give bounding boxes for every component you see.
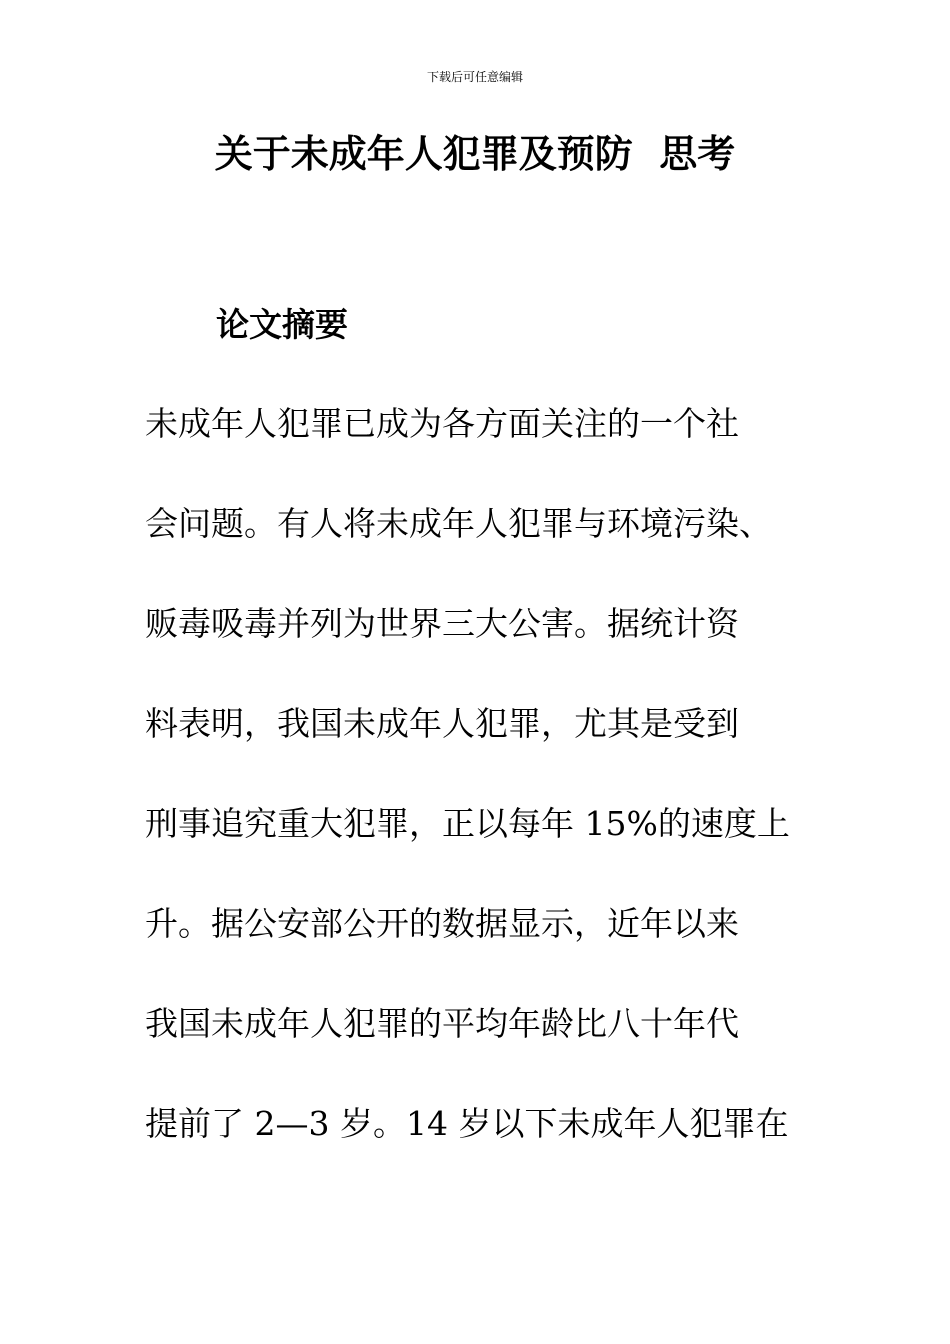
body-line-1: 未成年人犯罪已成为各方面关注的一个社 [145,404,739,443]
document-title: 关于未成年人犯罪及预防 思考 [214,132,736,176]
header-note: 下载后可任意编辑 [426,70,523,84]
body-line-5: 刑事追究重大犯罪，正以每年 15%的速度上 [145,804,790,843]
body-line-6: 升。据公安部公开的数据显示，近年以来 [145,904,739,943]
body-line-4: 料表明，我国未成年人犯罪，尤其是受到 [145,704,739,743]
abstract-body [145,400,845,1200]
body-line-3: 贩毒吸毒并列为世界三大公害。据统计资 [145,604,739,643]
abstract-heading: 论文摘要 [216,305,348,344]
body-line-7: 我国未成年人犯罪的平均年龄比八十年代 [145,1004,739,1043]
body-line-2: 会问题。有人将未成年人犯罪与环境污染、 [145,504,772,543]
body-line-8: 提前了 2—3 岁。14 岁以下未成年人犯罪在 [145,1104,789,1143]
